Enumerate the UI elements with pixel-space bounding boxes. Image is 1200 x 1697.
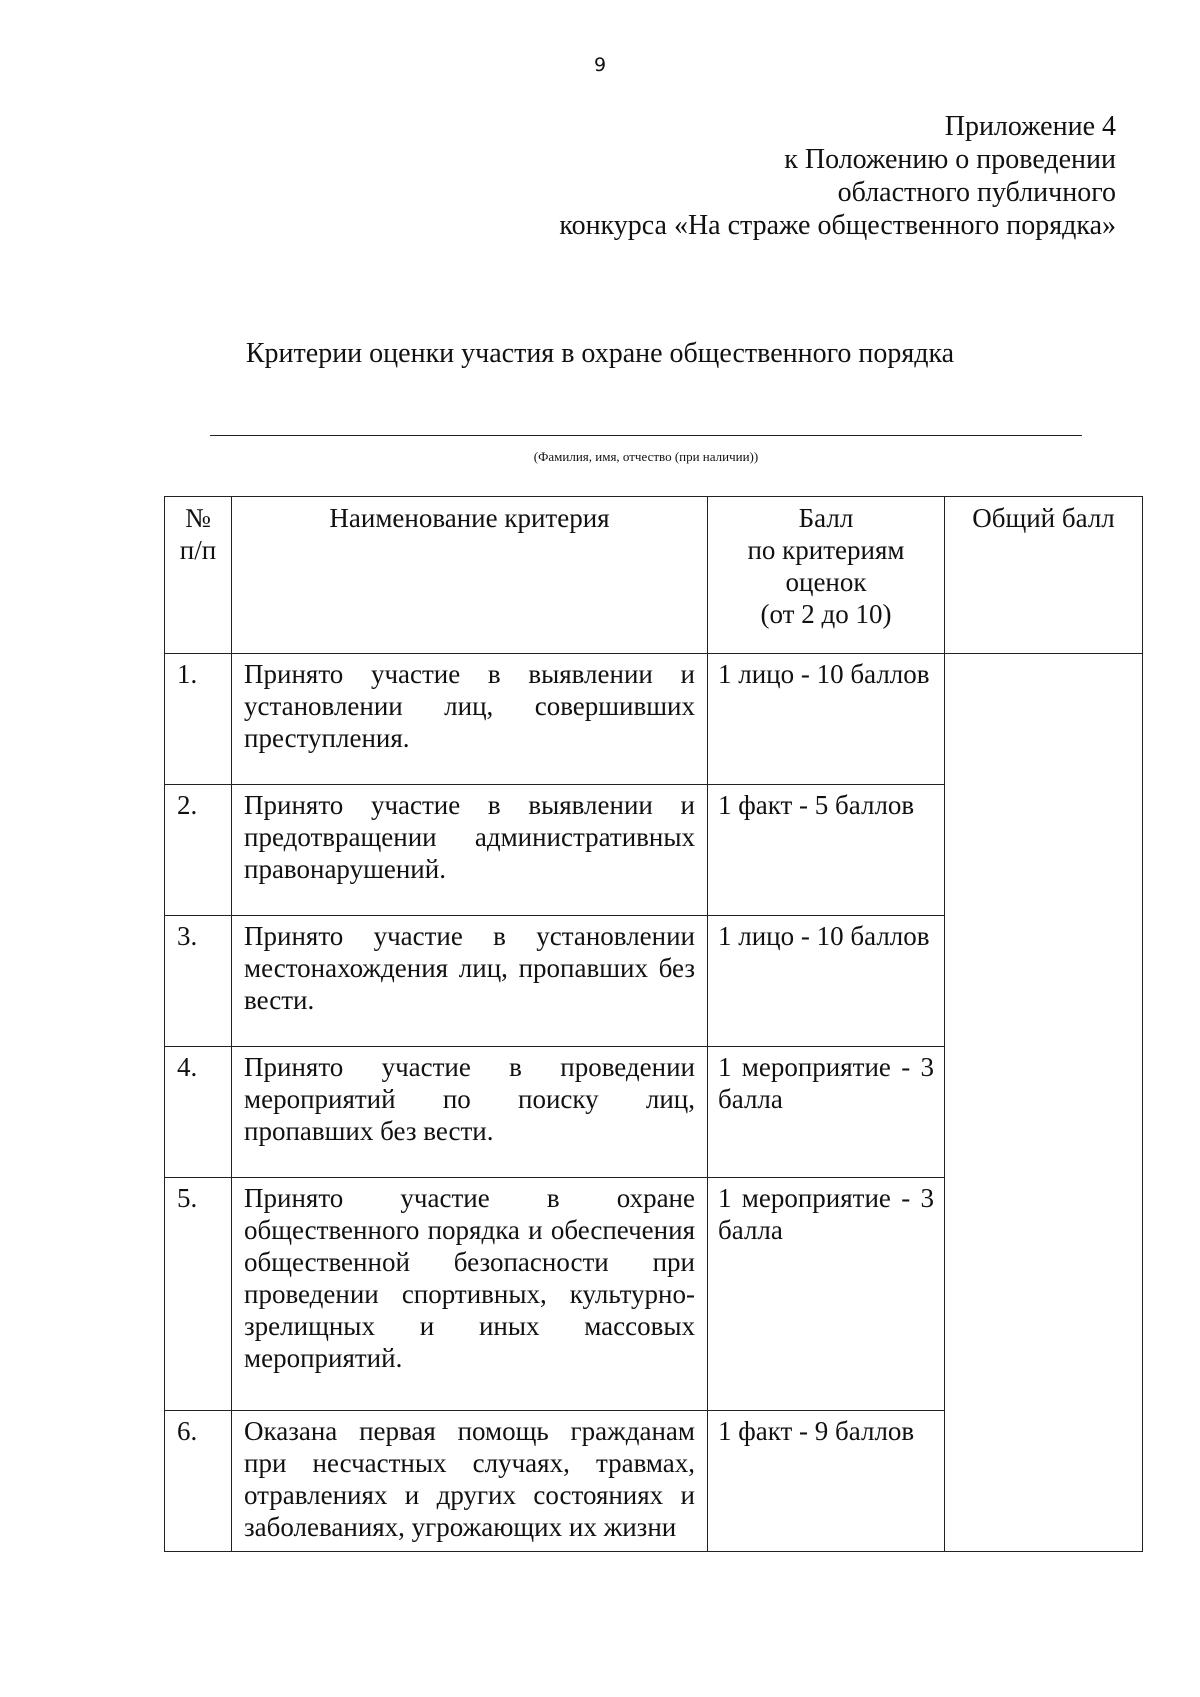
appendix-line: к Положению о проведении — [784, 144, 1116, 175]
row-criterion: Принято участие в проведении мероприятий по поиску лиц, пропавших без вести. — [232, 1047, 708, 1178]
row-criterion: Принято участие в установлении местонахождения лиц, пропавших без вести. — [232, 916, 708, 1047]
appendix-header — [416, 110, 1116, 242]
header-score — [708, 497, 945, 654]
header-total: Общий балл — [945, 497, 1143, 654]
row-num: 1. — [165, 654, 232, 785]
document-title: Критерии оценки участия в охране общественного порядка — [245, 338, 955, 369]
name-caption: (Фамилия, имя, отчество (при наличии)) — [533, 449, 759, 464]
row-criterion: Принято участие в выявлении и установлении лиц, совершивших преступления. — [232, 654, 708, 785]
row-num: 6. — [165, 1411, 232, 1552]
total-score-cell — [945, 654, 1143, 1552]
row-criterion: Оказана первая помощь гражданам при несчастных случаях, травмах, отравлениях и других состояниях и заболеваниях, угрожающих их жизни — [232, 1411, 708, 1552]
row-criterion: Принято участие в охране общественного порядка и обеспечения общественной безопасности при проведении спортивных, культурно-зрелищных и иных массовых мероприятий. — [232, 1178, 708, 1411]
appendix-line: Приложение 4 — [944, 111, 1116, 142]
row-score: 1 мероприятие - 3 балла — [708, 1178, 945, 1411]
row-score: 1 факт - 5 баллов — [708, 785, 945, 916]
row-num: 2. — [165, 785, 232, 916]
header-criterion-name: Наименование критерия — [232, 497, 708, 654]
row-score: 1 лицо - 10 баллов — [708, 916, 945, 1047]
header-score-line: по критериям — [747, 535, 905, 565]
row-num: 5. — [165, 1178, 232, 1411]
table-header-row — [165, 497, 1143, 654]
row-score: 1 факт - 9 баллов — [708, 1411, 945, 1552]
appendix-line: областного публичного — [837, 177, 1116, 208]
row-criterion: Принято участие в выявлении и предотвращении административных правонарушений. — [232, 785, 708, 916]
row-score: 1 мероприятие - 3 балла — [708, 1047, 945, 1178]
page-number: 9 — [593, 54, 607, 76]
name-underline — [210, 435, 1082, 436]
row-num: 3. — [165, 916, 232, 1047]
header-score-line: Балл — [798, 503, 854, 533]
header-score-line: оценок — [785, 567, 867, 597]
row-num: 4. — [165, 1047, 232, 1178]
header-score-line: (от 2 до 10) — [760, 599, 892, 629]
appendix-line: конкурса «На страже общественного порядка» — [559, 210, 1116, 241]
row-score: 1 лицо - 10 баллов — [708, 654, 945, 785]
criteria-table — [164, 496, 1143, 1552]
header-num: № п/п — [165, 497, 232, 654]
table-row — [165, 654, 1143, 785]
